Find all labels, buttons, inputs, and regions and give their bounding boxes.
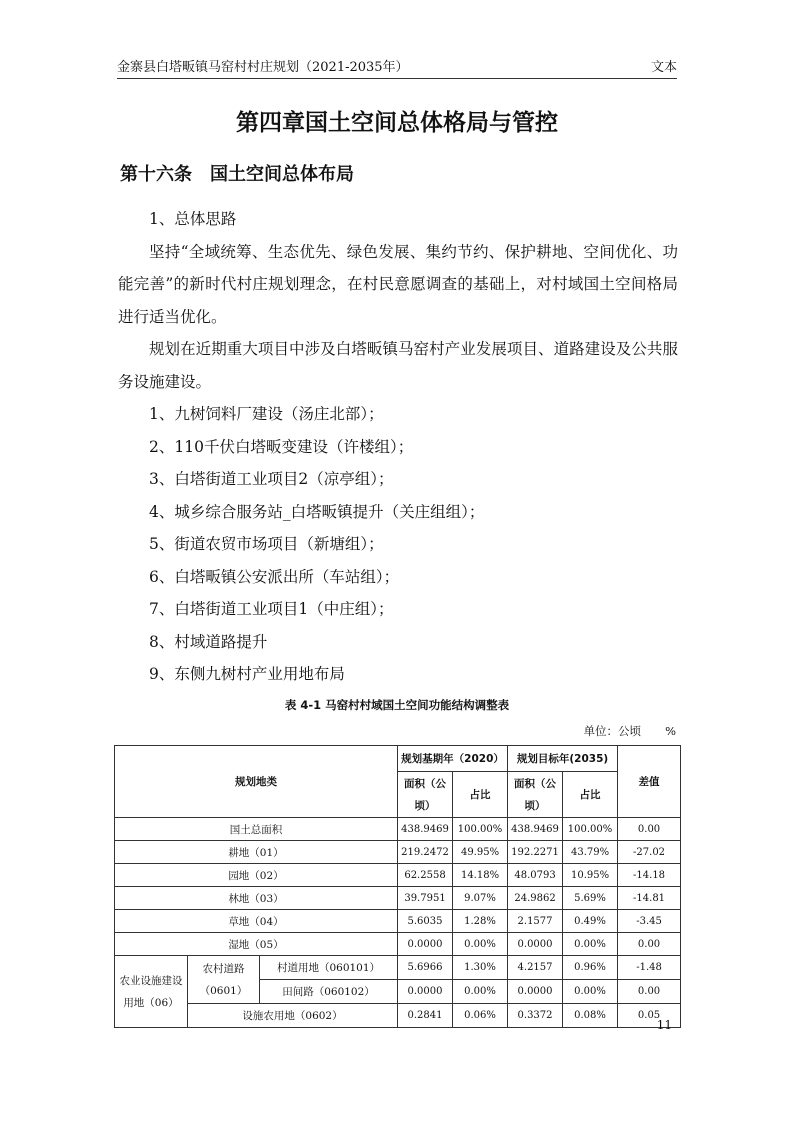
cell-ratio-base: 0.06% xyxy=(453,1004,508,1028)
cell-area-target: 192.2271 xyxy=(508,841,563,864)
table-row xyxy=(115,956,681,980)
cell-diff: 0.00 xyxy=(618,980,681,1004)
cell-diff: 0.00 xyxy=(618,818,681,841)
cell-diff: -3.45 xyxy=(618,910,681,933)
cell-area-target: 2.1577 xyxy=(508,910,563,933)
cell-diff: 0.00 xyxy=(618,933,681,956)
cell-diff: -14.18 xyxy=(618,864,681,887)
project-list xyxy=(118,398,678,691)
cell-diff: -14.81 xyxy=(618,887,681,910)
list-item: 7、白塔街道工业项目1（中庄组）； xyxy=(149,600,394,618)
cell-area-base: 5.6966 xyxy=(398,956,453,980)
cell-ratio-target: 0.00% xyxy=(563,980,618,1004)
cell-ratio-target: 10.95% xyxy=(563,864,618,887)
cell-area-target: 0.0000 xyxy=(508,980,563,1004)
agri-group-cell: 农业设施建设用地（06） xyxy=(115,956,188,1028)
cell-diff: -27.02 xyxy=(618,841,681,864)
cell-area-base: 0.0000 xyxy=(398,933,453,956)
cell-area-base: 62.2558 xyxy=(398,864,453,887)
cell-area-target: 438.9469 xyxy=(508,818,563,841)
cell-ratio-base: 100.00% xyxy=(453,818,508,841)
cell-area-base: 0.2841 xyxy=(398,1004,453,1028)
cell-ratio-base: 1.28% xyxy=(453,910,508,933)
table-row xyxy=(115,910,681,933)
land-use-table xyxy=(114,745,681,1028)
list-item: 1、九树饲料厂建设（汤庄北部）； xyxy=(149,405,384,423)
page-number: 11 xyxy=(656,1018,672,1032)
header-base-year: 规划基期年（2020） xyxy=(398,746,508,772)
table-row xyxy=(115,864,681,887)
row-name: 村道用地（060101） xyxy=(260,956,398,980)
cell-area-target: 0.0000 xyxy=(508,933,563,956)
document-section: 文本 xyxy=(650,60,677,75)
list-item: 9、东侧九树村产业用地布局 xyxy=(149,665,345,683)
page-header xyxy=(117,52,677,79)
list-item: 3、白塔街道工业项目2（凉亭组）； xyxy=(149,470,394,488)
cell-ratio-target: 0.00% xyxy=(563,933,618,956)
header-diff: 差值 xyxy=(618,746,681,818)
row-name: 设施农用地（0602） xyxy=(188,1004,398,1028)
unit-label: 单位：公顷 xyxy=(583,724,642,738)
row-name: 草地（04） xyxy=(115,910,398,933)
cell-ratio-target: 43.79% xyxy=(563,841,618,864)
table-row xyxy=(115,887,681,910)
cell-area-target: 24.9862 xyxy=(508,887,563,910)
cell-ratio-target: 5.69% xyxy=(563,887,618,910)
row-name: 耕地（01） xyxy=(115,841,398,864)
header-target-year: 规划目标年(2035) xyxy=(508,746,618,772)
header-area-target: 面积（公顷） xyxy=(508,772,563,818)
row-name: 湿地（05） xyxy=(115,933,398,956)
cell-area-base: 438.9469 xyxy=(398,818,453,841)
paragraph: 规划在近期重大项目中涉及白塔畈镇马窑村产业发展项目、道路建设及公共服务设施建设。 xyxy=(118,340,678,391)
header-ratio-target: 占比 xyxy=(563,772,618,818)
table-row xyxy=(115,1004,681,1028)
row-name: 园地（02） xyxy=(115,864,398,887)
article-title: 第十六条 国土空间总体布局 xyxy=(120,164,354,185)
cell-area-target: 0.3372 xyxy=(508,1004,563,1028)
subheading: 1、总体思路 xyxy=(149,210,237,228)
cell-ratio-base: 14.18% xyxy=(453,864,508,887)
cell-area-base: 39.7951 xyxy=(398,887,453,910)
header-ratio-base: 占比 xyxy=(453,772,508,818)
list-item: 8、村域道路提升 xyxy=(149,632,268,651)
cell-ratio-target: 0.96% xyxy=(563,956,618,980)
list-item: 5、街道农贸市场项目（新塘组）； xyxy=(149,535,384,553)
table-row xyxy=(115,933,681,956)
table-row xyxy=(115,818,681,841)
paragraph: 坚持“全域统筹、生态优先、绿色发展、集约节约、保护耕地、空间优化、功能完善”的新时代村庄规划理念，在村民意愿调查的基础上，对村域国土空间格局进行适当优化。 xyxy=(118,242,678,326)
cell-diff: -1.48 xyxy=(618,956,681,980)
cell-ratio-base: 49.95% xyxy=(453,841,508,864)
cell-area-target: 48.0793 xyxy=(508,864,563,887)
chapter-title: 第四章国土空间总体格局与管控 xyxy=(236,110,558,136)
row-name: 林地（03） xyxy=(115,887,398,910)
row-name: 田间路（060102） xyxy=(260,980,398,1004)
cell-area-base: 0.0000 xyxy=(398,980,453,1004)
cell-ratio-base: 0.00% xyxy=(453,980,508,1004)
cell-ratio-base: 1.30% xyxy=(453,956,508,980)
list-item: 6、白塔畈镇公安派出所（车站组）； xyxy=(149,567,400,586)
cell-ratio-target: 100.00% xyxy=(563,818,618,841)
agri-sub-cell: 农村道路（0601） xyxy=(188,956,260,1004)
header-area-base: 面积（公顷） xyxy=(398,772,453,818)
cell-ratio-target: 0.08% xyxy=(563,1004,618,1028)
cell-area-target: 4.2157 xyxy=(508,956,563,980)
list-item: 4、城乡综合服务站_白塔畈镇提升（关庄组组）； xyxy=(149,502,485,521)
document-title: 金寨县白塔畈镇马窑村村庄规划（2021-2035年） xyxy=(117,60,409,75)
table-caption: 表 4-1 马窑村村域国土空间功能结构调整表 xyxy=(284,698,510,712)
header-category: 规划地类 xyxy=(115,746,398,818)
table-unit xyxy=(560,723,676,739)
table-row xyxy=(115,841,681,864)
cell-ratio-target: 0.49% xyxy=(563,910,618,933)
unit-percent: % xyxy=(665,724,676,738)
list-item: 2、110千伏白塔畈变建设（许楼组）； xyxy=(149,437,414,456)
cell-ratio-base: 0.00% xyxy=(453,933,508,956)
cell-area-base: 219.2472 xyxy=(398,841,453,864)
cell-area-base: 5.6035 xyxy=(398,910,453,933)
cell-ratio-base: 9.07% xyxy=(453,887,508,910)
row-name: 国土总面积 xyxy=(115,818,398,841)
body-text xyxy=(118,203,678,691)
cell-diff: 0.05 xyxy=(618,1004,681,1028)
